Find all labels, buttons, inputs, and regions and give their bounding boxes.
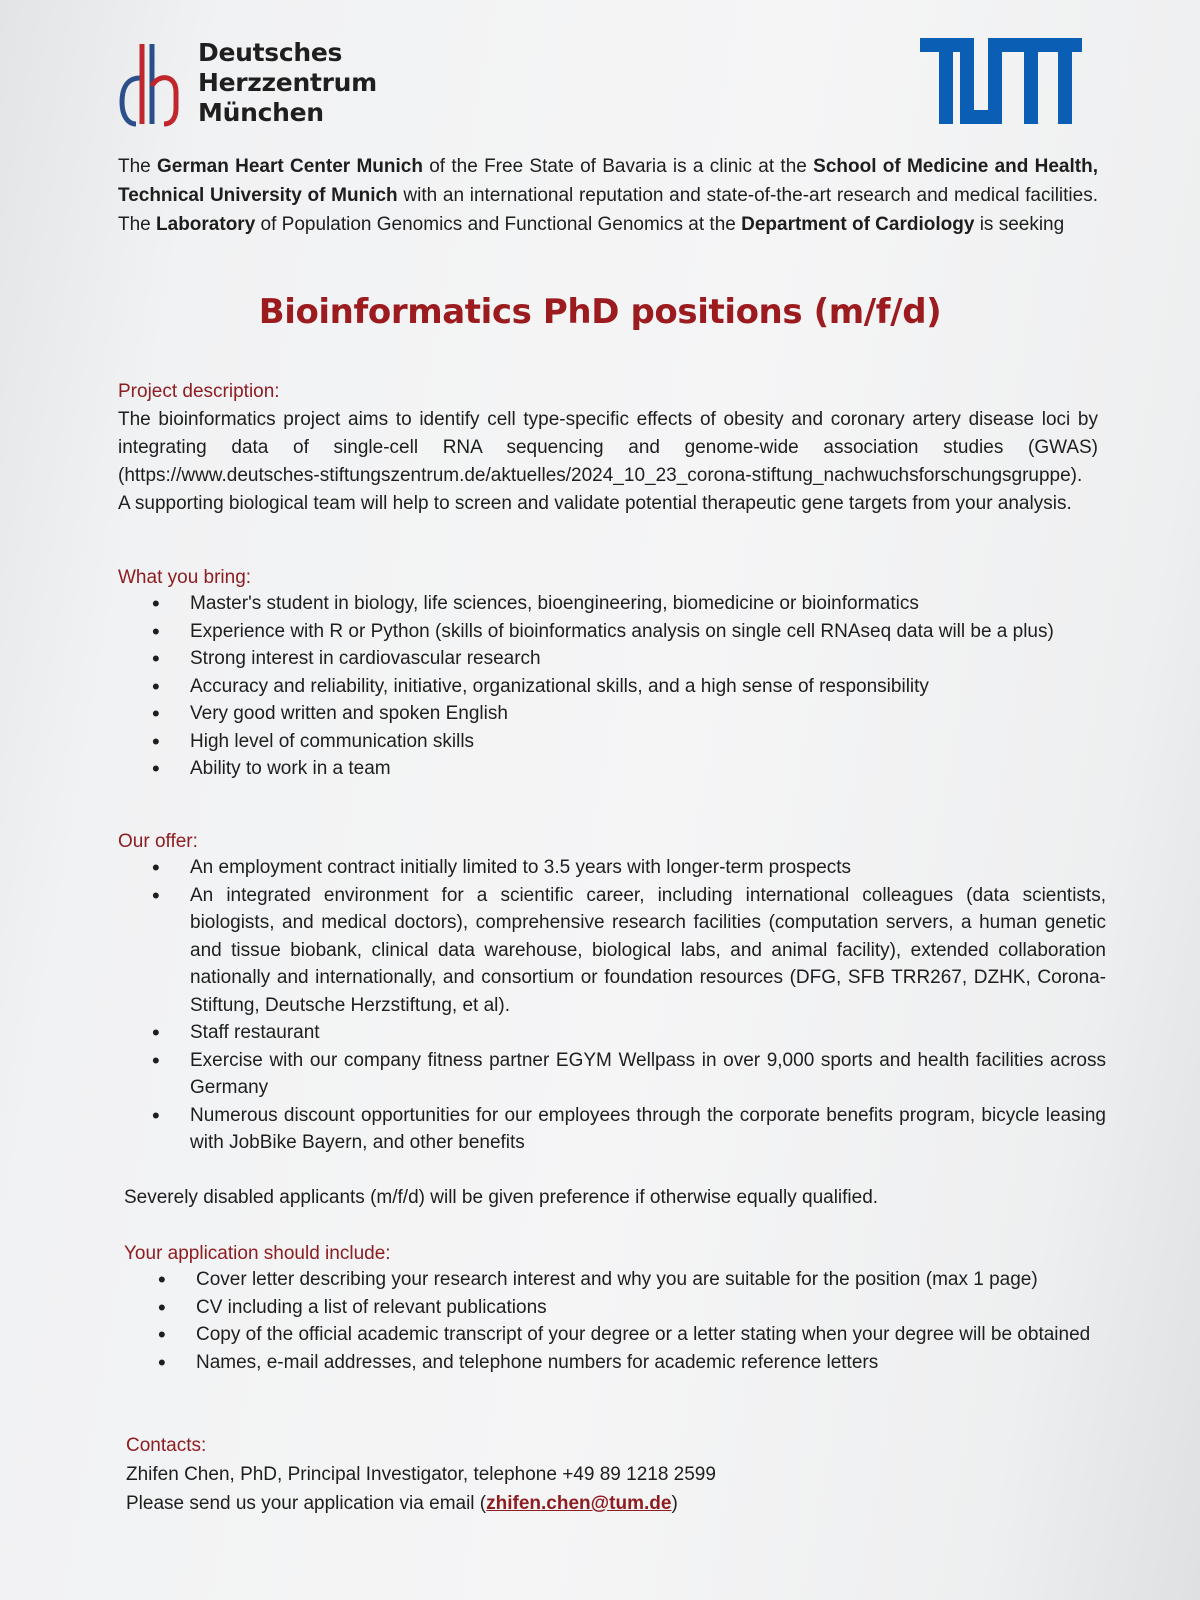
offer-list <box>118 854 1106 1157</box>
intro-bold-school: School of Medicine and Health, Technical University of Munich <box>118 156 1098 206</box>
list-item: • High level of communication skills <box>118 728 1108 756</box>
page-title: Bioinformatics PhD positions (m/f/d) <box>258 292 942 332</box>
bring-list <box>118 590 1108 783</box>
list-item: • Exercise with our company fitness partner EGYM Wellpass in over 9,000 sports and health facilities across Germany <box>118 1047 1106 1102</box>
list-item: • Ability to work in a team <box>118 755 1108 783</box>
list-item: • Staff restaurant <box>118 1019 1106 1047</box>
disabled-applicants-note: Severely disabled applicants (m/f/d) will be given preference if otherwise equally qualified. <box>124 1187 879 1208</box>
dhm-logo-line-3: München <box>198 98 324 127</box>
contact-line-1: Zhifen Chen, PhD, Principal Investigator, telephone +49 89 1218 2599 <box>126 1464 716 1485</box>
list-item: • An integrated environment for a scientific career, including international colleagues (data scientists, biologists, and medical doctors), comprehensive research facilities (computation servers, a human genetic and tissue biobank, clinical data warehouse, biological labs, and animal facility), extended collaboration nationally and internationally, and consortium or foundation resources (DFG, SFB TRR267, DZHK, Corona-Stiftung, Deutsche Herzstiftung, et al). <box>118 882 1106 1020</box>
offer-heading: Our offer: <box>118 831 198 852</box>
list-item: • Accuracy and reliability, initiative, organizational skills, and a high sense of responsibility <box>118 673 1108 701</box>
intro-text: is seeking <box>974 214 1065 235</box>
intro-text: of the Free State of Bavaria is a clinic at the <box>422 156 814 177</box>
contact-line-2-suffix: ) <box>671 1493 678 1514</box>
email-link[interactable]: zhifen.chen@tum.de <box>486 1493 672 1514</box>
list-item: • Strong interest in cardiovascular research <box>118 645 1108 673</box>
intro-paragraph <box>118 152 1098 239</box>
intro-bold-laboratory: Laboratory <box>156 214 256 235</box>
dhm-logo-mark-icon <box>118 38 180 128</box>
list-item: • Experience with R or Python (skills of bioinformatics analysis on single cell RNAseq data will be a plus) <box>118 618 1108 646</box>
intro-bold-german-heart-center: German Heart Center Munich <box>157 156 423 177</box>
tum-logo <box>920 38 1082 129</box>
list-item: • Numerous discount opportunities for our employees through the corporate benefits program, bicycle leasing with JobBike Bayern, and other benefits <box>118 1102 1106 1157</box>
bring-heading: What you bring: <box>118 567 252 588</box>
project-heading: Project description: <box>118 381 280 402</box>
intro-text: with an international reputation and state-of-the-art research and medical facilities. The <box>118 185 1098 235</box>
intro-text: of Population Genomics and Functional Genomics at the <box>255 214 742 235</box>
dhm-logo-line-2: Herzzentrum <box>198 68 377 97</box>
list-item: • Very good written and spoken English <box>118 700 1108 728</box>
list-item: • CV including a list of relevant publications <box>124 1294 1108 1322</box>
list-item: • Master's student in biology, life sciences, bioengineering, biomedicine or bioinformatics <box>118 590 1108 618</box>
intro-bold-department: Department of Cardiology <box>741 214 975 235</box>
tum-logo-mark-icon <box>920 38 1082 124</box>
dhm-logo <box>118 38 377 128</box>
contact-line-2 <box>126 1489 678 1518</box>
list-item: • Names, e-mail addresses, and telephone numbers for academic reference letters <box>124 1349 1108 1377</box>
application-heading: Your application should include: <box>124 1243 391 1264</box>
dhm-logo-line-1: Deutsches <box>198 38 343 67</box>
application-list <box>124 1266 1108 1376</box>
list-item: • Copy of the official academic transcript of your degree or a letter stating when your degree will be obtained <box>124 1321 1108 1349</box>
list-item: • An employment contract initially limited to 3.5 years with longer-term prospects <box>118 854 1106 882</box>
contacts-heading: Contacts: <box>126 1435 207 1456</box>
project-text: The bioinformatics project aims to identify cell type-specific effects of obesity and coronary artery disease loci by integrating data of single-cell RNA sequencing and genome-wide association studies (GWAS) (https://www.deutsches-stiftungszentrum.de/aktuelles/2024_10_23_corona-stiftung_nachwuchsforschungsgruppe). A supporting biological team will help to screen and validate potential therapeutic gene targets from your analysis. <box>118 409 1098 514</box>
contact-line-2-prefix: Please send us your application via email ( <box>126 1493 487 1514</box>
list-item: • Cover letter describing your research interest and why you are suitable for the position (max 1 page) <box>124 1266 1108 1294</box>
intro-text: The <box>118 156 158 177</box>
